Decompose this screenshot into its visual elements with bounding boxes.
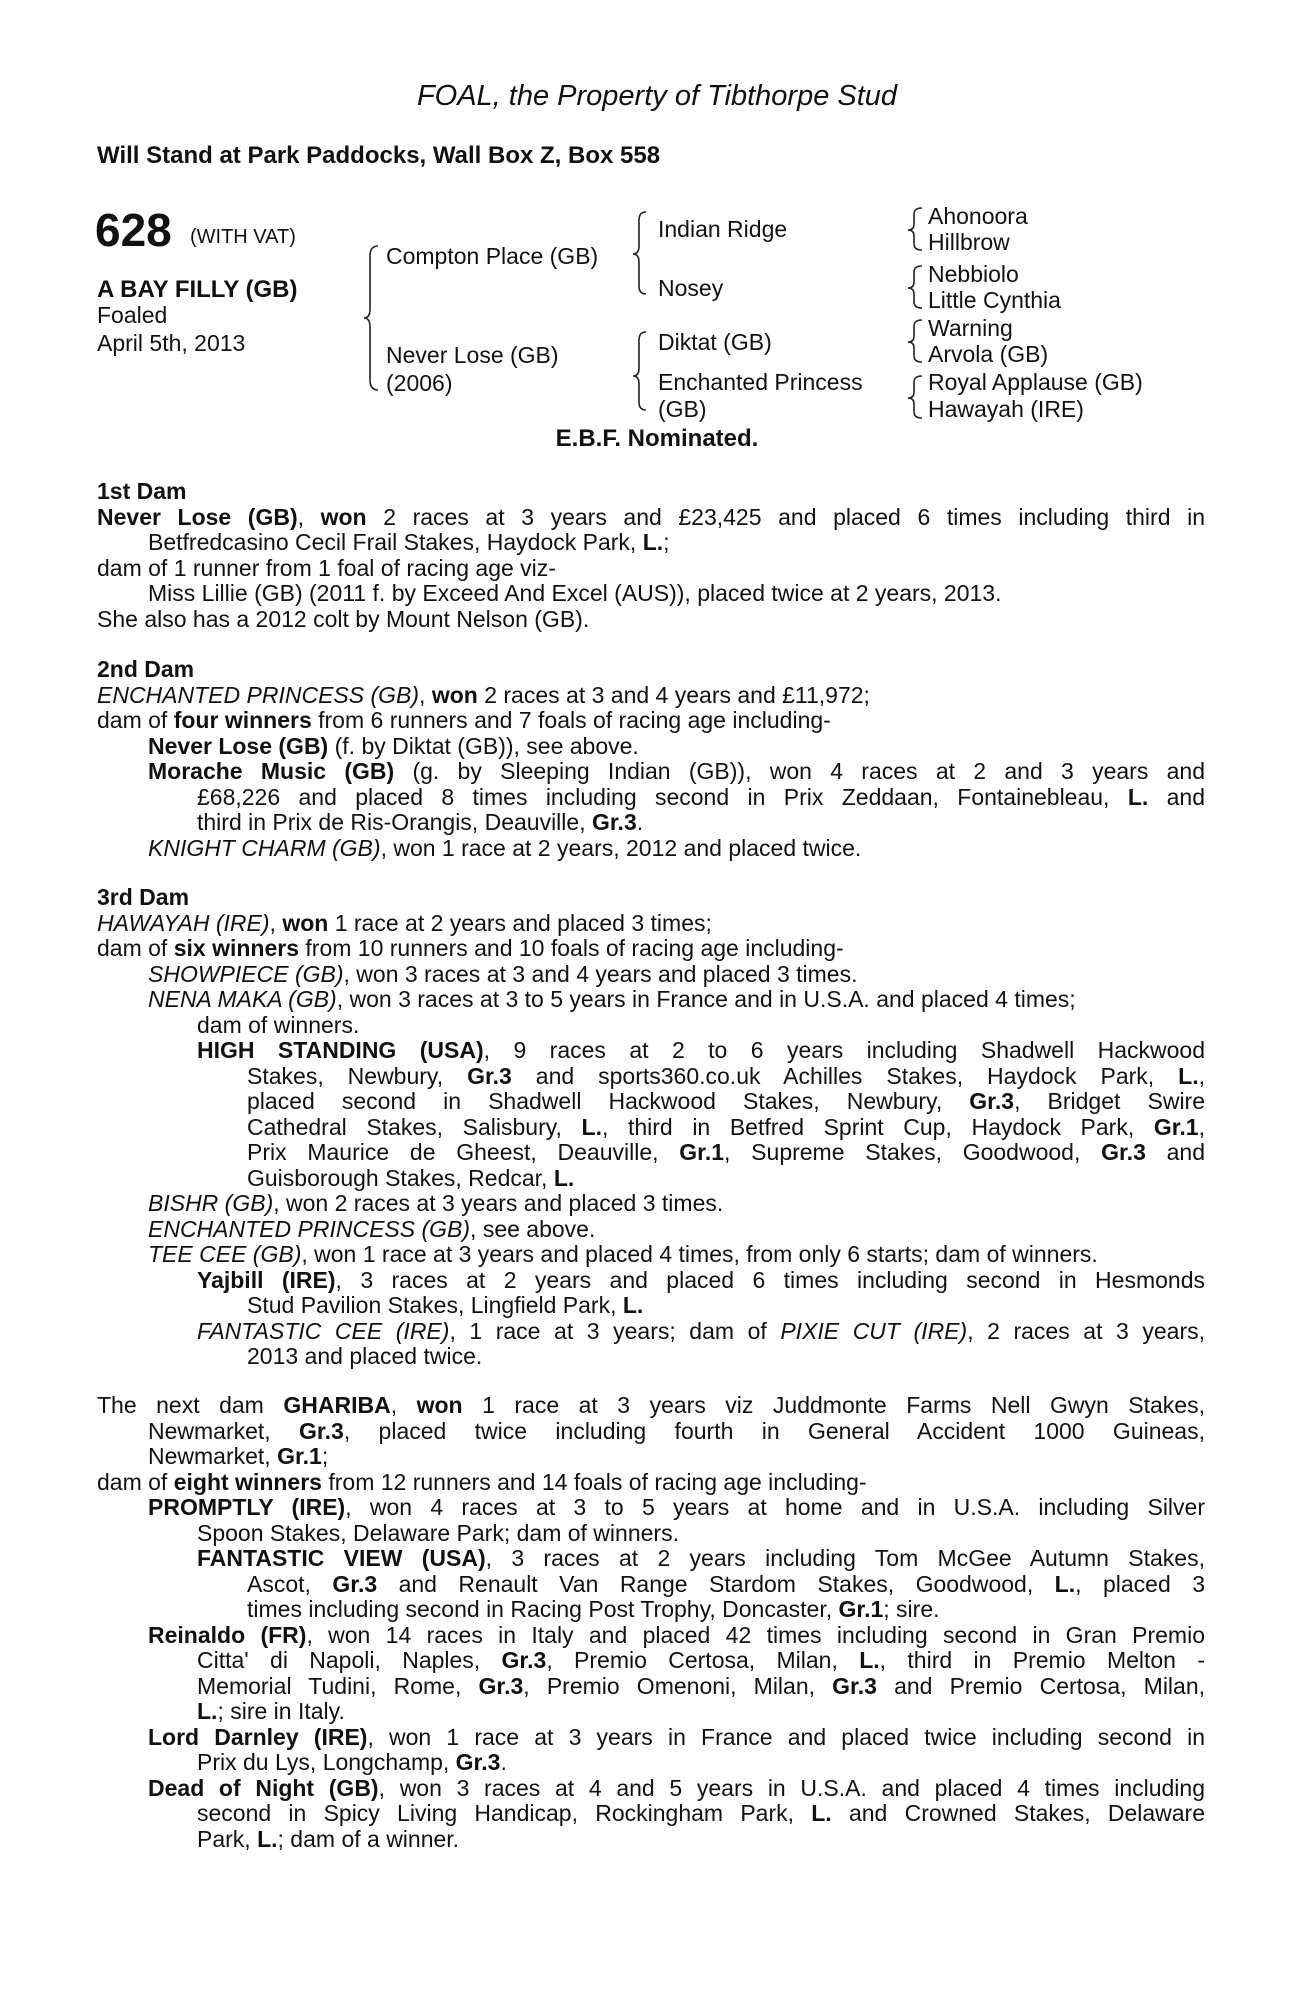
bracket-dd (908, 376, 922, 418)
lot-number: 628 (95, 204, 172, 256)
next-dam-line: The next dam GHARIBA, won 1 race at 3 years viz Juddmonte Farms Nell Gwyn Stakes, (97, 1392, 1205, 1418)
third-dam-line: Yajbill (IRE), 3 races at 2 years and placed 6 times including second in Hesmonds (197, 1266, 1205, 1293)
pedigree-dsd: Arvola (GB) (928, 341, 1049, 367)
horse-name: Dead of Night (GB) (148, 1774, 379, 1801)
horse-name: BISHR (GB) (148, 1190, 274, 1216)
horse-name: PROMPTLY (IRE) (148, 1494, 346, 1520)
first-dam-heading: 1st Dam (97, 478, 187, 504)
second-dam-line: dam of four winners from 6 runners and 7 foals of racing age including- (97, 707, 831, 733)
next-dam-line: Newmarket, Gr.3, placed twice including fourth in General Accident 1000 Guineas, (148, 1417, 1205, 1444)
third-dam-line: placed second in Shadwell Hackwood Stakes, Newbury, Gr.3, Bridget Swire (247, 1088, 1206, 1114)
next-dam-line: Dead of Night (GB), won 3 races at 4 and 5 years in U.S.A. and placed 4 times including (148, 1774, 1205, 1801)
next-dam-line: Lord Darnley (IRE), won 1 race at 3 years in France and placed twice including second in (148, 1723, 1205, 1750)
second-dam-line: Morache Music (GB) (g. by Sleeping Indian (GB)), won 4 races at 2 and 3 years and (148, 758, 1205, 784)
next-dam-line: times including second in Racing Post Trophy, Doncaster, Gr.1; sire. (247, 1596, 940, 1622)
third-dam-line: Guisborough Stakes, Redcar, L. (247, 1164, 575, 1191)
next-dam-line: Citta' di Napoli, Naples, Gr.3, Premio Certosa, Milan, L., third in Premio Melton - (197, 1647, 1205, 1673)
next-dam-line: Spoon Stakes, Delaware Park; dam of winners. (197, 1519, 679, 1546)
next-dam-line: Memorial Tudini, Rome, Gr.3, Premio Omenoni, Milan, Gr.3 and Premio Certosa, Milan, (197, 1672, 1206, 1699)
third-dam-line: dam of winners. (197, 1011, 360, 1038)
bracket-gen1 (364, 246, 378, 390)
second-dam-section (97, 657, 1205, 861)
second-dam-heading: 2nd Dam (97, 656, 195, 682)
horse-name: FANTASTIC VIEW (USA) (197, 1545, 486, 1571)
second-dam-line: third in Prix de Ris-Orangis, Deauville, Gr.3. (197, 809, 644, 835)
third-dam-line: FANTASTIC CEE (IRE), 1 race at 3 years; dam of PIXIE CUT (IRE), 2 races at 3 years, (197, 1317, 1205, 1344)
horse-name: FANTASTIC CEE (IRE) (197, 1317, 450, 1344)
bracket-dam (633, 332, 646, 410)
second-dam-line: Never Lose (GB) (f. by Diktat (GB)), see above. (148, 732, 639, 759)
next-dam-section (97, 1393, 1205, 1852)
pedigree-dss: Warning (928, 315, 1013, 341)
catalogue-title: FOAL, the Property of Tibthorpe Stud (416, 80, 898, 112)
horse-name: GHARIBA (283, 1392, 391, 1418)
next-dam-line: Ascot, Gr.3 and Renault Van Range Stardom Stakes, Goodwood, L., placed 3 (247, 1570, 1205, 1597)
second-dam-line: ENCHANTED PRINCESS (GB), won 2 races at 3 and 4 years and £11,972; (97, 681, 870, 708)
bracket-sire (633, 212, 646, 294)
third-dam-line: TEE CEE (GB), won 1 race at 3 years and placed 4 times, from only 6 starts; dam of winners. (148, 1241, 1098, 1267)
pedigree-dam-sire: Diktat (GB) (658, 329, 772, 355)
pedigree-dam-dam-suffix: (GB) (658, 396, 707, 422)
horse-description: A BAY FILLY (GB) (97, 276, 298, 303)
horse-name: Reinaldo (FR) (148, 1621, 307, 1648)
bracket-ss (908, 208, 922, 250)
third-dam-line: Stakes, Newbury, Gr.3 and sports360.co.uk Achilles Stakes, Haydock Park, L., (247, 1062, 1205, 1089)
pedigree-ssd: Hillbrow (928, 229, 1010, 255)
bracket-sd (908, 266, 922, 308)
first-dam-section (97, 479, 1205, 632)
pedigree-sire-sire: Indian Ridge (658, 216, 788, 242)
third-dam-line: Cathedral Stakes, Salisbury, L., third in Betfred Sprint Cup, Haydock Park, Gr.1, (247, 1113, 1205, 1140)
second-dam-line: £68,226 and placed 8 times including second in Prix Zeddaan, Fontainebleau, L. and (197, 783, 1205, 810)
first-dam-line: She also has a 2012 colt by Mount Nelson (GB). (97, 605, 590, 632)
horse-name: TEE CEE (GB) (148, 1241, 302, 1267)
vat-note: (WITH VAT) (190, 226, 296, 248)
pedigree-sire-dam: Nosey (658, 275, 724, 301)
next-dam-line: Reinaldo (FR), won 14 races in Italy and placed 42 times including second in Gran Premio (148, 1621, 1205, 1648)
next-dam-line: PROMPTLY (IRE), won 4 races at 3 to 5 years at home and in U.S.A. including Silver (148, 1494, 1205, 1520)
third-dam-line: Prix Maurice de Gheest, Deauville, Gr.1, Supreme Stakes, Goodwood, Gr.3 and (247, 1139, 1205, 1165)
horse-name: SHOWPIECE (GB) (148, 960, 344, 987)
next-dam-line: Park, L.; dam of a winner. (197, 1825, 460, 1852)
horse-name: KNIGHT CHARM (GB) (148, 834, 381, 861)
pedigree-dds: Royal Applause (GB) (928, 369, 1143, 395)
next-dam-line: dam of eight winners from 12 runners and 14 foals of racing age including- (97, 1468, 867, 1495)
horse-name: ENCHANTED PRINCESS (GB) (148, 1215, 471, 1242)
pedigree-sss: Ahonoora (928, 203, 1028, 229)
bracket-ds (908, 320, 922, 362)
horse-name: Never Lose (GB) (97, 503, 298, 530)
next-dam-line: Newmarket, Gr.1; (148, 1443, 329, 1469)
horse-name: NENA MAKA (GB) (148, 986, 337, 1012)
first-dam-line: Miss Lillie (GB) (2011 f. by Exceed And Excel (AUS)), placed twice at 2 years, 2013. (148, 580, 1002, 606)
first-dam-line: Betfredcasino Cecil Frail Stakes, Haydock Park, L.; (148, 529, 670, 555)
ebf-nominated: E.B.F. Nominated. (555, 425, 759, 452)
third-dam-line: BISHR (GB), won 2 races at 3 years and placed 3 times. (148, 1190, 724, 1216)
foaled-label: Foaled (97, 302, 168, 328)
third-dam-line: Stud Pavilion Stakes, Lingfield Park, L. (247, 1292, 644, 1318)
next-dam-line: Prix du Lys, Longchamp, Gr.3. (197, 1749, 507, 1775)
horse-name: Yajbill (IRE) (197, 1266, 336, 1293)
pedigree-dam: Never Lose (GB) (386, 342, 559, 368)
horse-name: Lord Darnley (IRE) (148, 1723, 368, 1750)
third-dam-line: dam of six winners from 10 runners and 10 foals of racing age including- (97, 935, 844, 961)
third-dam-line: SHOWPIECE (GB), won 3 races at 3 and 4 years and placed 3 times. (148, 960, 858, 987)
third-dam-section (97, 885, 1205, 1370)
third-dam-line: NENA MAKA (GB), won 3 races at 3 to 5 years in France and in U.S.A. and placed 4 times; (148, 986, 1076, 1012)
horse-name: ENCHANTED PRINCESS (GB) (97, 681, 420, 708)
horse-name: HAWAYAH (IRE) (97, 909, 270, 936)
pedigree-sds: Nebbiolo (928, 261, 1019, 287)
first-dam-line: Never Lose (GB), won 2 races at 3 years and £23,425 and placed 6 times including third in (97, 503, 1205, 530)
pedigree-ddd: Hawayah (IRE) (928, 396, 1084, 422)
pedigree-dam-year: (2006) (386, 370, 453, 396)
first-dam-line: dam of 1 runner from 1 foal of racing age viz- (97, 554, 556, 581)
horse-name: Never Lose (GB) (148, 732, 329, 759)
next-dam-line: FANTASTIC VIEW (USA), 3 races at 2 years including Tom McGee Autumn Stakes, (197, 1545, 1205, 1571)
third-dam-line: ENCHANTED PRINCESS (GB), see above. (148, 1215, 596, 1242)
third-dam-line: HIGH STANDING (USA), 9 races at 2 to 6 years including Shadwell Hackwood (197, 1037, 1206, 1063)
pedigree-dam-dam: Enchanted Princess (658, 369, 863, 395)
horse-name: HIGH STANDING (USA) (197, 1037, 484, 1063)
horse-name: Morache Music (GB) (148, 758, 395, 784)
third-dam-heading: 3rd Dam (97, 884, 190, 910)
stand-location: Will Stand at Park Paddocks, Wall Box Z, Box 558 (97, 142, 661, 169)
third-dam-line: HAWAYAH (IRE), won 1 race at 2 years and placed 3 times; (97, 909, 712, 936)
next-dam-line: L.; sire in Italy. (197, 1698, 345, 1724)
third-dam-line: 2013 and placed twice. (247, 1343, 483, 1369)
foaled-date: April 5th, 2013 (97, 330, 246, 356)
next-dam-line: second in Spicy Living Handicap, Rockingham Park, L. and Crowned Stakes, Delaware (197, 1800, 1205, 1826)
pedigree-sdd: Little Cynthia (928, 287, 1061, 313)
second-dam-line: KNIGHT CHARM (GB), won 1 race at 2 years, 2012 and placed twice. (148, 834, 862, 861)
pedigree-sire: Compton Place (GB) (386, 243, 599, 269)
